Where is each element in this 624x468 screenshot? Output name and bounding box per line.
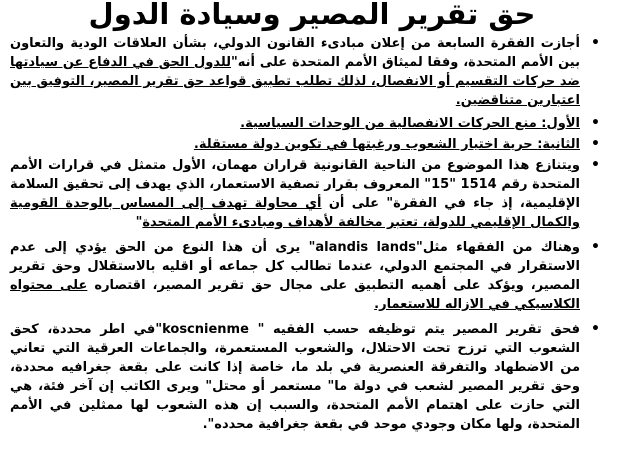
bullet-icon: • — [591, 157, 600, 173]
paragraph-list — [10, 34, 602, 436]
underlined-text — [194, 137, 580, 152]
bullet-icon: • — [591, 35, 600, 51]
paragraph-text: منع الحركات الانفصالية من الوحدات السياسية. — [240, 116, 542, 131]
list-item — [10, 238, 602, 314]
underlined-text: أي محاولة تهدف إلى المساس بالوحدة القومية والكمال الإقليمي للدولة، تعتبر مخالفة لأهداف ومبادىء الأمم المتحدة — [10, 196, 580, 230]
paragraph-text: حرية اختيار الشعوب ورغبتها في تكوين دولة مستقلة. — [193, 137, 538, 152]
paragraph-text: أجازت الفقرة السابعة من إعلان مبادىء القانون الدولي، بشأن العلاقات الودية والتعاون بين الأمم المتحدة، وفقا لميثاق الأمم المتحدة على أنه" — [10, 36, 580, 70]
item-heading: الثانية: — [537, 137, 580, 152]
paragraph-text: ويتنازع هذا الموضوع من الناحية القانونية قراران مهمان، الأول متمثل في قرارات الأمم المتحدة رقم — [10, 158, 581, 192]
list-item — [10, 320, 602, 434]
list-item — [10, 156, 602, 232]
bullet-icon: • — [591, 321, 600, 337]
bullet-icon: • — [591, 239, 600, 255]
underlined-text: للدول الحق في الدفاع عن سيادتها ضد حركات التقسيم أو الانفصال، لذلك تطلب تطبيق قواعد حق تقرير المصير، التوفيق بين اعتبارين متناقضين. — [10, 55, 580, 108]
list-item — [10, 114, 602, 133]
bullet-icon: • — [591, 115, 600, 131]
page-title: حق تقرير المصير وسيادة الدول — [88, 0, 536, 31]
underlined-text — [240, 116, 580, 131]
item-heading: الأول: — [541, 116, 580, 131]
underlined-text: على محتواه الكلاسيكي في الازاله للاستعمار. — [10, 278, 580, 312]
list-item — [10, 135, 602, 154]
closing-quote: " — [135, 215, 143, 230]
bullet-icon: • — [591, 136, 600, 152]
resolution-number: 1514 — [460, 177, 497, 192]
paragraph-text: وهناك من الفقهاء مثل"alandis lands" يرى أن هذا النوع من الحق يؤدي إلى عدم الاستقرار في المجتمع الدولي، عندما تطالب كل جماعه أو اقليه بالاستقلال وحق تقرير المصير، ويؤكد على أهميه التطبيق على مجال حق تقرير المصير، اقتصاره — [10, 240, 580, 293]
list-item — [10, 34, 602, 110]
paragraph-text: فحق تقرير المصير يتم توظيفه حسب الفقيه " koscnienme"في اطر محددة، كحق الشعوب التي ترزح تحت الاحتلال، والشعوب المستعمرة، والجماعات العرقية التي تعاني من الاضطهاد والتفرقة العنصرية في بلد ما، خاصة إذا كانت على بقعة جغرافيه محددة، وحق تقرير المصير لشعب في دولة ما" مستعمر أو محتل" ويرى الكاتب إن آخر فئة، هي التي حازت على اهتمام الأمم المتحدة، والسبب إن هذه الشعوب لها ممثلين في الأمم المتحدة، ولها مكان وجودي موحد في بقعة جغرافية محدده". — [10, 322, 580, 432]
paragraph-text: "15" المعروف بقرار تصفية الاستعمار، الذي يهدف إلى تحقيق السلامة الإقليمية، إذ جاء في الفقرة" على أن — [10, 177, 580, 211]
